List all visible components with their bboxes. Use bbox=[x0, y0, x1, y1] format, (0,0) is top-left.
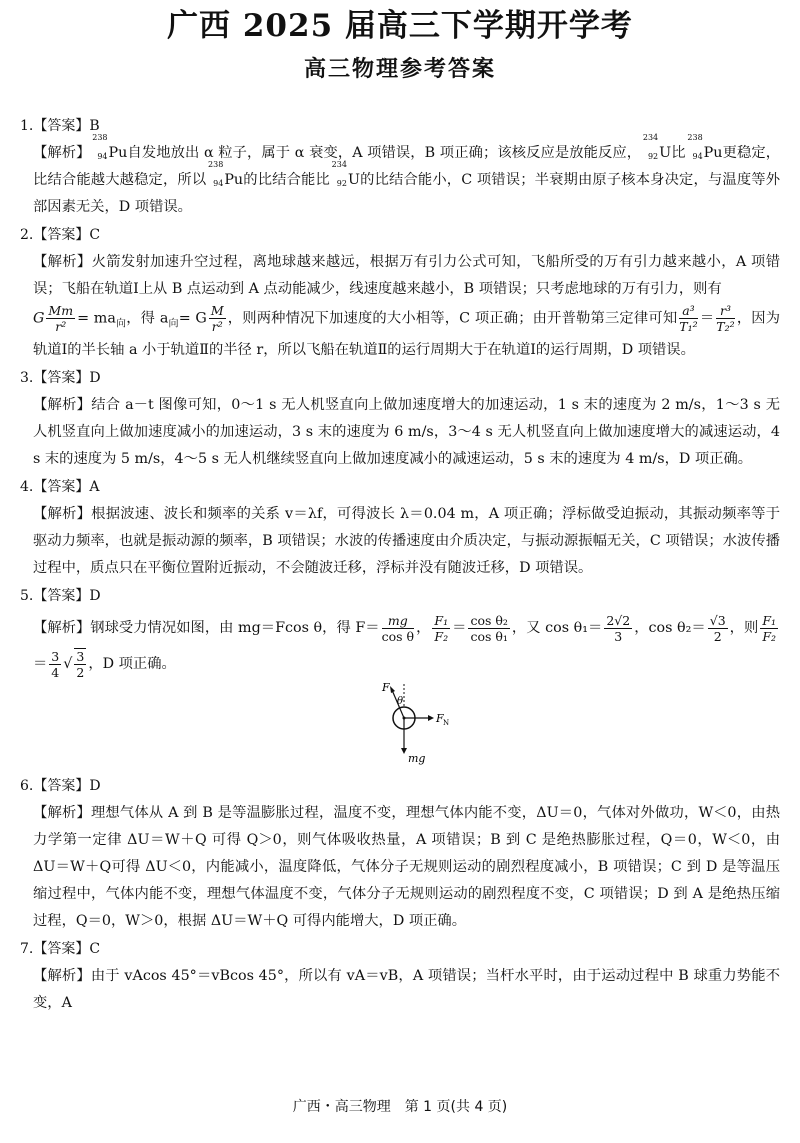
fraction: $\frac{Mm}{\text{r²}}$ bbox=[48, 303, 74, 334]
answer-line: 5.【答案】D bbox=[20, 588, 101, 605]
analysis: 【解析】由于 vAcos 45°＝vBcos 45°，所以有 vA＝vB，A 项错误；当杆水平时，由于运动过程中 B 球重力势能不变，A bbox=[33, 968, 780, 1012]
analysis: 【解析】 238 94 Pu自发地放出 α 粒子，属于 α 衰变，A 项错误，B 项正确；该核反应是放能反应， 234 92 U比 238 94 Pu更稳定，比结合能越大越稳定，所以 238 94 Pu的比结合能比 234 92 U的比结合能小，C 项错误；半衰期由原子核本身决定，与温度等外部因素无关，D 项错误。 bbox=[33, 133, 781, 215]
label-F: F bbox=[382, 682, 390, 695]
analysis: 【解析】根据波速、波长和频率的关系 v＝λf，可得波长 λ＝0.04 m，A 项正确；浮标做受迫振动，其振动频率等于驱动力频率，也就是振动源的频率，B 项错误；水波的传播速度由介质决定，与振动源振幅无关，C 项错误；水波传播过程中，质点只在平衡位置附近振动，不会随波迁移，浮标并没有随波迁移，D 项错误。 bbox=[33, 506, 780, 577]
answer-value: B bbox=[89, 118, 100, 134]
analysis: 【解析】钢球受力情况如图，由 mg＝Fcos θ，得 F＝ $\frac{mg}{\text{cos θ}}$ ， $\frac{\text{F₁}}{\text{F₂}}$ ＝ $\frac{\text{cos θ₂}}{\text{cos θ₁}}$ ，又 cos θ₁＝ $\frac{2√2}{3}$ ，cos θ₂＝ $\frac{√3}{2}$ ，则 $\frac{\text{F₁}}{\text{F₂}}$ ＝ $\frac{3}{4}$ √ $\frac{3}{2}$ ，D 项正确。 bbox=[33, 612, 777, 681]
fraction: $\frac{\text{a³}}{\text{T₁²}}$ bbox=[679, 303, 698, 334]
label-FN: F bbox=[436, 712, 444, 726]
answer-line: 7.【答案】C bbox=[20, 941, 101, 958]
answer-value: D bbox=[89, 778, 101, 795]
question-2 bbox=[20, 221, 780, 364]
answer-value: C bbox=[89, 227, 101, 243]
answer-line: 4.【答案】A bbox=[20, 479, 100, 496]
answer-value: A bbox=[89, 479, 100, 496]
normal-arrowhead bbox=[428, 715, 434, 721]
answer-line: 2.【答案】C bbox=[20, 227, 101, 243]
question-4 bbox=[20, 473, 780, 582]
question-1 bbox=[20, 112, 780, 221]
force-diagram-svg bbox=[360, 682, 460, 772]
label-mg: mg bbox=[408, 752, 426, 766]
question-3 bbox=[20, 364, 780, 473]
page-subtitle: 高三物理参考答案 bbox=[303, 57, 496, 82]
answer-value: D bbox=[89, 370, 101, 387]
analysis: 【解析】结合 a－t 图像可知，0～1 s 无人机竖直向上做加速度增大的加速运动，1 s 末的速度为 2 m/s，1～3 s 无人机竖直向上做加速度减小的加速运动，3 s 末的速度为 6 m/s，3～4 s 无人机竖直向上做加速度增大的减速运动，4 s 末的速度为 5 m/s，4～5 s 无人机继续竖直向上做加速度减小的减速运动，5 s 末的速度为 4 m/s，D 项正确。 bbox=[33, 397, 780, 468]
question-7 bbox=[20, 935, 780, 1017]
page-title: 广西 2025 届高三下学期开学考 bbox=[167, 8, 633, 44]
answer-value: C bbox=[89, 941, 101, 958]
answer-value: D bbox=[89, 588, 101, 605]
answer-line: 6.【答案】D bbox=[20, 778, 101, 795]
tension-arrowhead bbox=[390, 686, 395, 693]
force-diagram bbox=[20, 682, 780, 772]
fraction: $\frac{M}{\text{r²}}$ bbox=[210, 303, 224, 334]
analysis: 【解析】火箭发射加速升空过程，离地球越来越远，根据万有引力公式可知，飞船所受的万有引力越来越小，A 项错误；飞船在轨道Ⅰ上从 B 点运动到 A 点动能减少，线速度越来越小，B 项错误；只考虑地球的万有引力，则有 G $\frac{Mm}{\text{r²}}$ = $ma_向$，得 $a_向= G$ $\frac{M}{\text{r²}}$ ，则两种情况下加速度的大小相等，C 项正确；由开普勒第三定律可知 $\frac{\text{a³}}{\text{T₁²}}$ ＝ $\frac{\text{r³}}{\text{T₂²}}$ ，因为轨道Ⅰ的半长轴 a 小于轨道Ⅱ的半径 r，所以飞船在轨道Ⅱ的运行周期大于在轨道Ⅰ的运行周期，D 项错误。 bbox=[33, 254, 781, 359]
isotope-pu: 238 94 bbox=[92, 133, 108, 161]
answer-line: 3.【答案】D bbox=[20, 370, 101, 387]
answer-line: 1.【答案】B bbox=[20, 118, 100, 134]
question-6 bbox=[20, 772, 780, 935]
isotope-u: 234 92 bbox=[642, 133, 659, 161]
question-5 bbox=[20, 582, 780, 772]
label-theta: θ bbox=[397, 696, 404, 708]
analysis: 【解析】理想气体从 A 到 B 是等温膨胀过程，温度不变，理想气体内能不变，ΔU＝0，气体对外做功，W＜0，由热力学第一定律 ΔU＝W＋Q 可得 Q＞0，则气体吸收热量，A 项错误；B 到 C 是绝热膨胀过程，Q＝0，W＜0，由 ΔU＝W＋Q可得 ΔU＜0，内能减小，温度降低，气体分子无规则运动的剧烈程度减小，B 项错误；C 到 D 是等温压缩过程中，气体内能不变，理想气体温度不变，气体分子无规则运动的剧烈程度不变，C 项错误；D 到 A 是绝热压缩过程，Q＝0，W＞0，根据 ΔU＝W＋Q 可得内能增大，D 项正确。 bbox=[33, 805, 780, 930]
label-N: N bbox=[443, 719, 450, 728]
page-footer: 广西・高三物理 第 1 页(共 4 页) bbox=[292, 1099, 508, 1115]
fraction: $\frac{\text{r³}}{\text{T₂²}}$ bbox=[716, 303, 735, 334]
gravity-arrowhead bbox=[401, 748, 407, 754]
answer-list bbox=[20, 112, 780, 1017]
